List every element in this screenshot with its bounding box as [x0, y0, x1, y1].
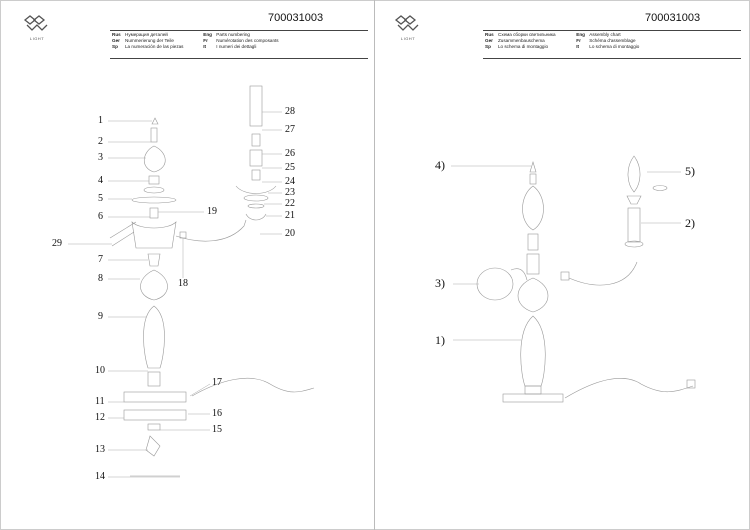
lang-row-eng: Eng Parts numbering: [203, 32, 250, 37]
callout-29: 29: [52, 238, 62, 249]
callout-18: 18: [178, 278, 188, 289]
callout-13: 13: [95, 444, 105, 455]
callout-3: 3): [435, 276, 445, 290]
lang-row-eng: Eng Assembly chart: [576, 32, 621, 37]
callout-19: 19: [207, 206, 217, 217]
callout-15: 15: [212, 424, 222, 435]
callout-12: 12: [95, 412, 105, 423]
callout-5: 5: [98, 193, 103, 204]
callout-20: 20: [285, 228, 295, 239]
callout-1: 1): [435, 333, 445, 347]
assembly-chart-sheet: [375, 0, 750, 530]
callout-17: 17: [212, 377, 222, 388]
callout-8: 8: [98, 273, 103, 284]
lang-row-fr: Fr Schéma d'assemblage: [576, 38, 636, 44]
lang-row-it: It I numeri dei dettagli: [203, 44, 257, 50]
article-code: 700031003: [268, 12, 324, 24]
assembly-lamp-drawing: [375, 0, 750, 530]
logo-text: LIGHT: [29, 36, 45, 41]
lang-row-sp: Sp La numeración de las piezas: [112, 44, 184, 50]
callout-27: 27: [285, 124, 295, 135]
callout-11: 11: [95, 396, 105, 407]
lang-row-ger: Ger Zusammenbauschema: [485, 38, 545, 44]
callout-10: 10: [95, 365, 105, 376]
callout-21: 21: [285, 210, 295, 221]
callout-14: 14: [95, 471, 105, 482]
callout-2: 2): [685, 216, 695, 230]
callout-5: 5): [685, 164, 695, 178]
callout-28: 28: [285, 106, 295, 117]
callout-26: 26: [285, 148, 295, 159]
lang-row-sp: Sp Lo schema di montaggio: [485, 44, 549, 50]
callout-6: 6: [98, 211, 103, 222]
callout-7: 7: [98, 254, 103, 265]
lang-row-ger: Ger Nummerierung der Teile: [112, 38, 174, 44]
callout-24: 24: [285, 176, 295, 187]
callout-4: 4): [435, 158, 445, 172]
callout-16: 16: [212, 408, 222, 419]
lang-row-rus: Rus Схема сборки светильника: [485, 32, 556, 37]
callout-3: 3: [98, 152, 103, 163]
callout-2: 2: [98, 136, 103, 147]
callout-23: 23: [285, 187, 295, 198]
lang-row-fr: Fr Numérotation des composants: [203, 38, 279, 44]
lang-row-it: It Lo schema di montaggio: [576, 44, 640, 50]
article-code: 700031003: [645, 12, 701, 24]
callout-4: 4: [98, 175, 103, 186]
callout-9: 9: [98, 311, 103, 322]
lang-row-rus: Rus Нумерация деталей: [112, 32, 168, 37]
callout-1: 1: [98, 115, 103, 126]
callout-25: 25: [285, 162, 295, 173]
callout-22: 22: [285, 198, 295, 209]
logo-text: LIGHT: [400, 36, 416, 41]
